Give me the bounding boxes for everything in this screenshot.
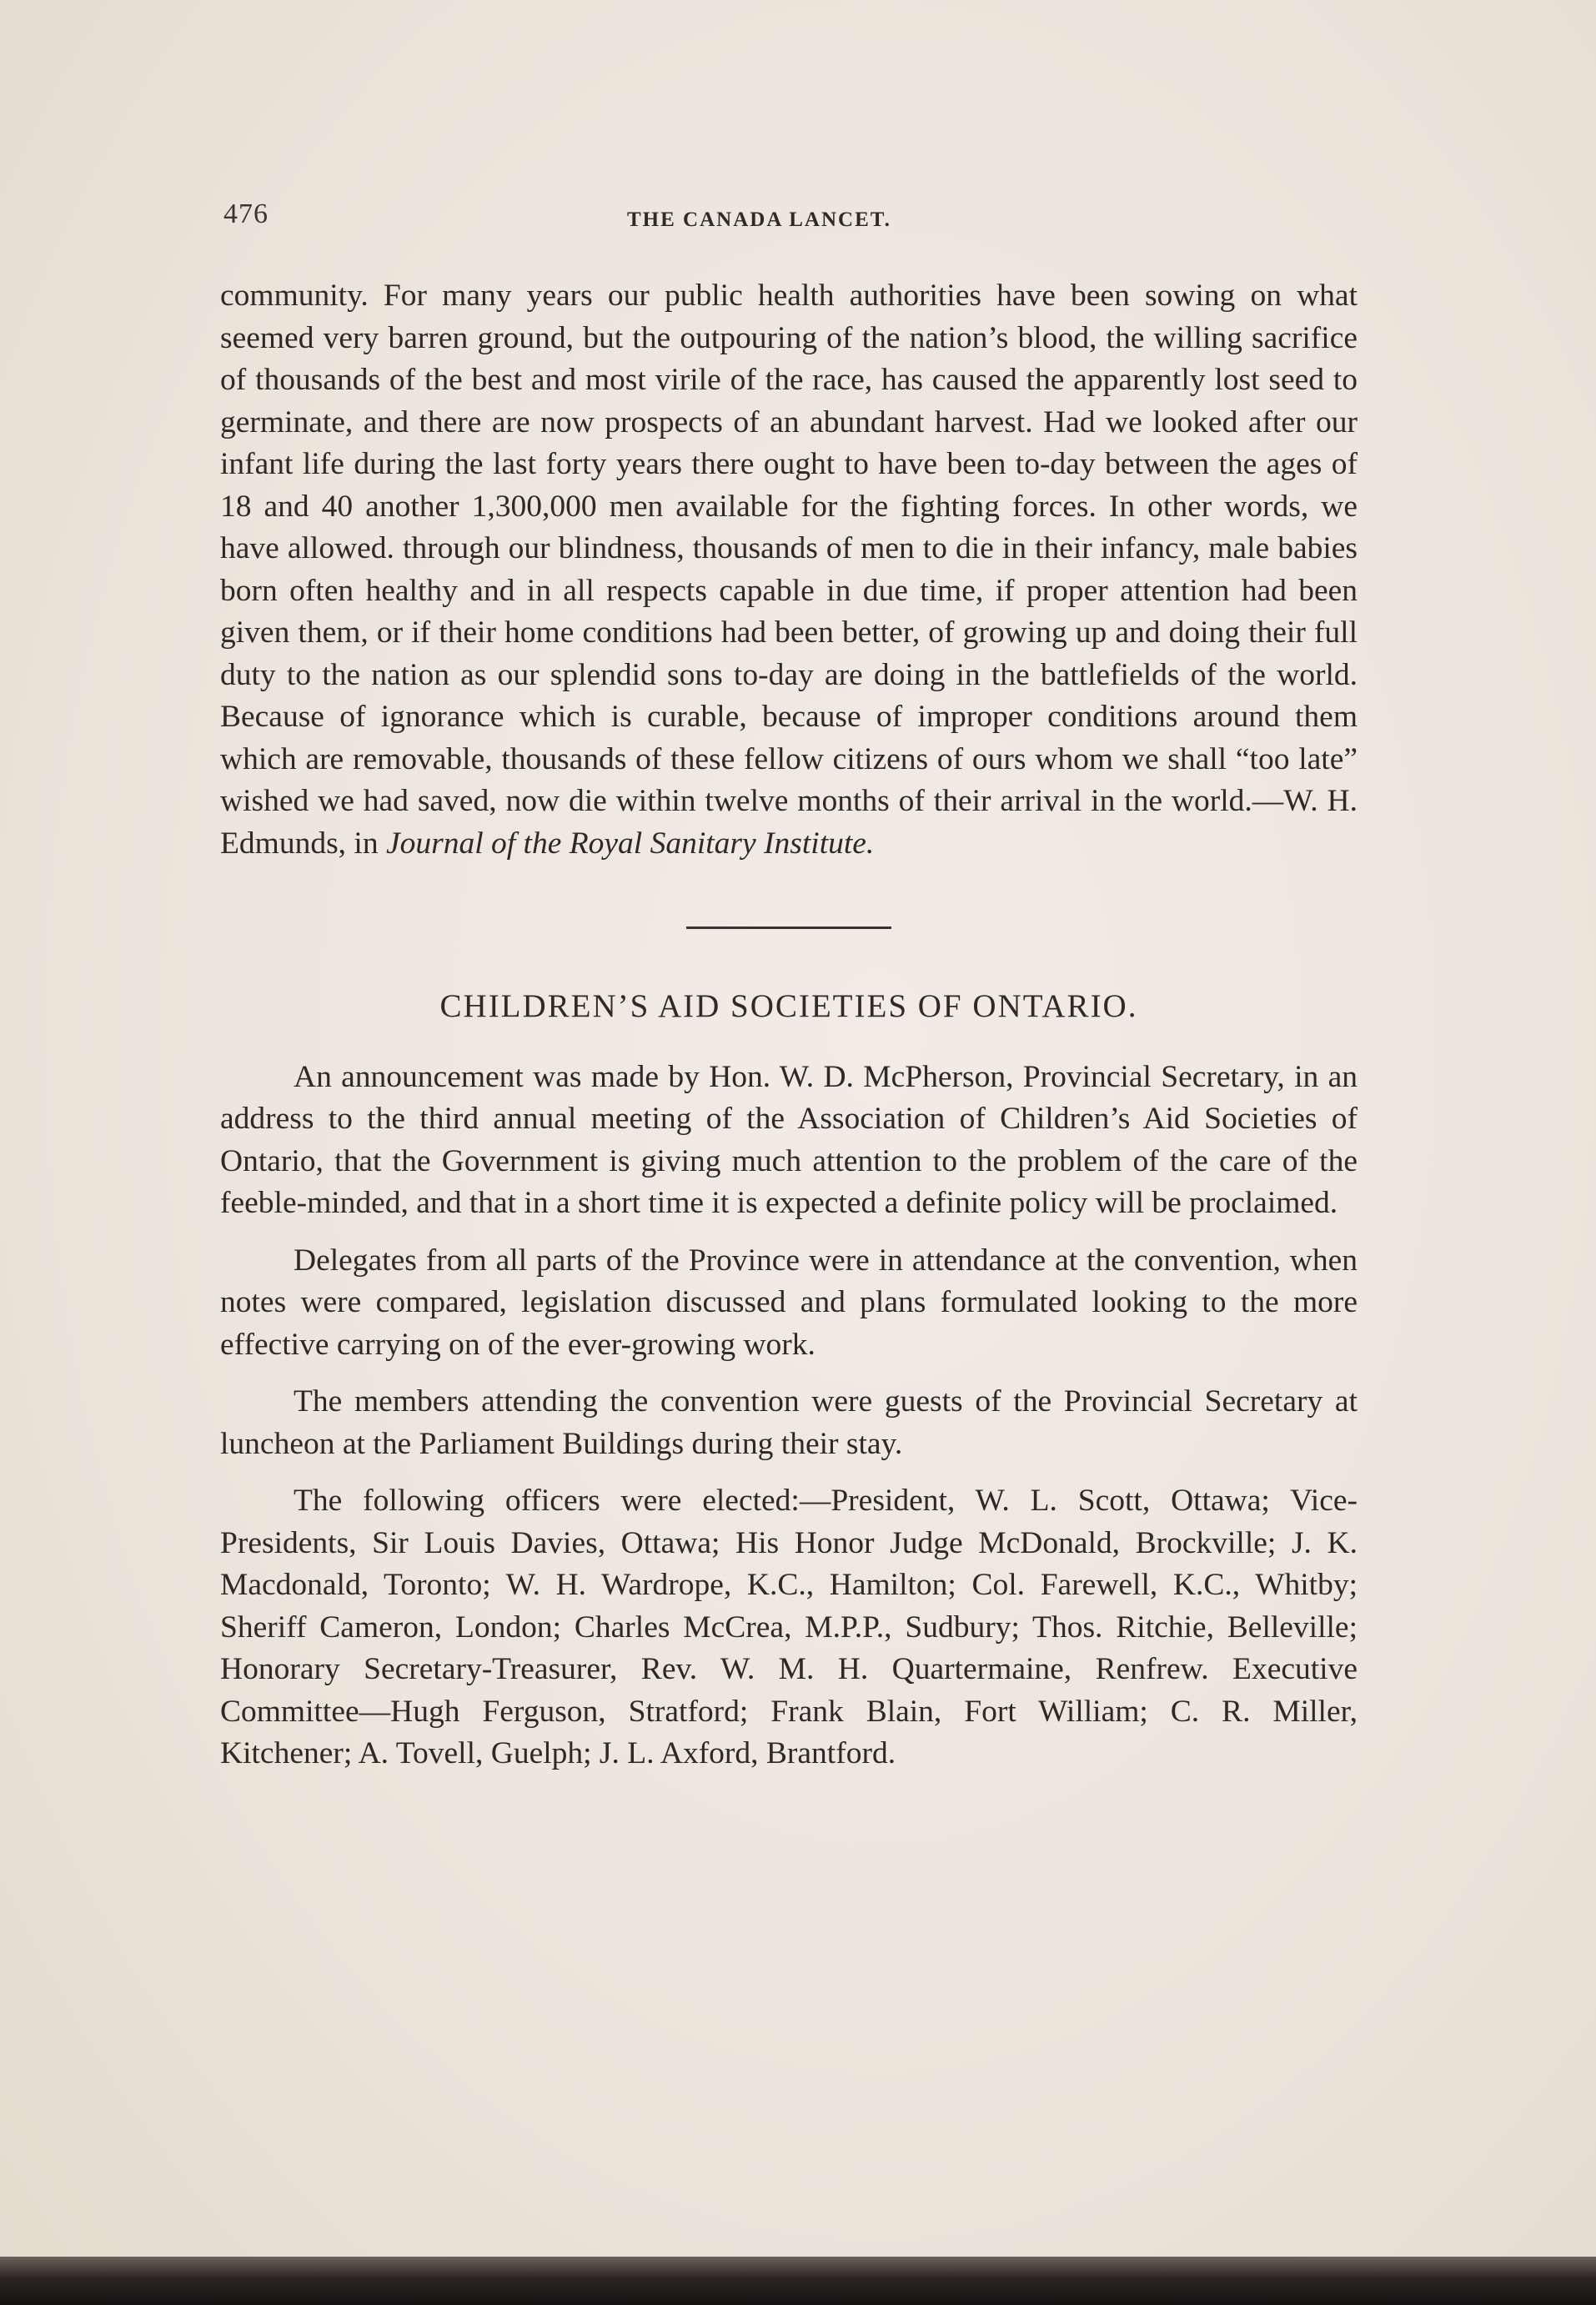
running-head: THE CANADA LANCET. (627, 208, 891, 231)
continued-article-text: community. For many years our public health authorities have been sowing on what seemed very barren ground, but the outpouring of the nation’s blood, the willing sacrifice of thousands of the best and most virile of the race, has caused the apparently lost seed to germinate, and there are now prospects of an abundant harvest. Had we looked after our infant life during the last forty years there ought to have been to-day between the ages of 18 and 40 another 1,300,000 men available for the fighting forces. In other words, we have allowed. through our blindness, thousands of men to die in their infancy, male babies born often healthy and in all respects capable in due time, if proper attention had been given them, or if their home conditions had been better, of growing up and doing their full duty to the nation as our splendid sons to-day are doing in the battlefields of the world. Because of ignorance which is curable, because of improper conditions around them which are removable, thousands of these fellow citizens of ours whom we shall “too late” wished we had saved, now die within twelve months of their arrival in the world.—W. H. Edmunds, in (220, 279, 1358, 861)
article-paragraph: The members attending the convention were guests of the Provincial Secretary at luncheon at the Parliament Buildings during their stay. (220, 1384, 1358, 1461)
article-title: CHILDREN’S AID SOCIETIES OF ONTARIO. (439, 988, 1138, 1024)
page-number: 476 (223, 198, 269, 229)
continued-article-paragraph (220, 275, 1358, 865)
source-citation: Journal of the Royal Sanitary Institute. (385, 826, 875, 861)
section-divider (686, 927, 891, 929)
page-body (220, 275, 1358, 1775)
scan-border (0, 2257, 1596, 2305)
article-paragraph: Delegates from all parts of the Province were in attendance at the convention, when notes were compared, legislation discussed and plans formulated looking to the more effective carrying on of the ever-growing work. (220, 1243, 1358, 1362)
page-header (223, 198, 1358, 249)
article-paragraph: An announcement was made by Hon. W. D. McPherson, Provincial Secretary, in an address to the third annual meeting of the Association of Children’s Aid Societies of Ontario, that the Government is giving much attention to the problem of the care of the feeble-minded, and that in a short time it is expected a definite policy will be proclaimed. (220, 1059, 1358, 1220)
article-paragraph: The following officers were elected:—President, W. L. Scott, Ottawa; Vice-Presidents, Sir Louis Davies, Ottawa; His Honor Judge McDonald, Brockville; J. K. Macdonald, Toronto; W. H. Wardrope, K.C., Hamilton; Col. Farewell, K.C., Whitby; Sheriff Cameron, London; Charles McCrea, M.P.P., Sudbury; Thos. Ritchie, Belleville; Honorary Secretary-Treasurer, Rev. W. M. H. Quartermaine, Renfrew. Executive Committee—Hugh Ferguson, Stratford; Frank Blain, Fort William; C. R. Miller, Kitchener; A. Tovell, Guelph; J. L. Axford, Brantford. (220, 1484, 1358, 1770)
